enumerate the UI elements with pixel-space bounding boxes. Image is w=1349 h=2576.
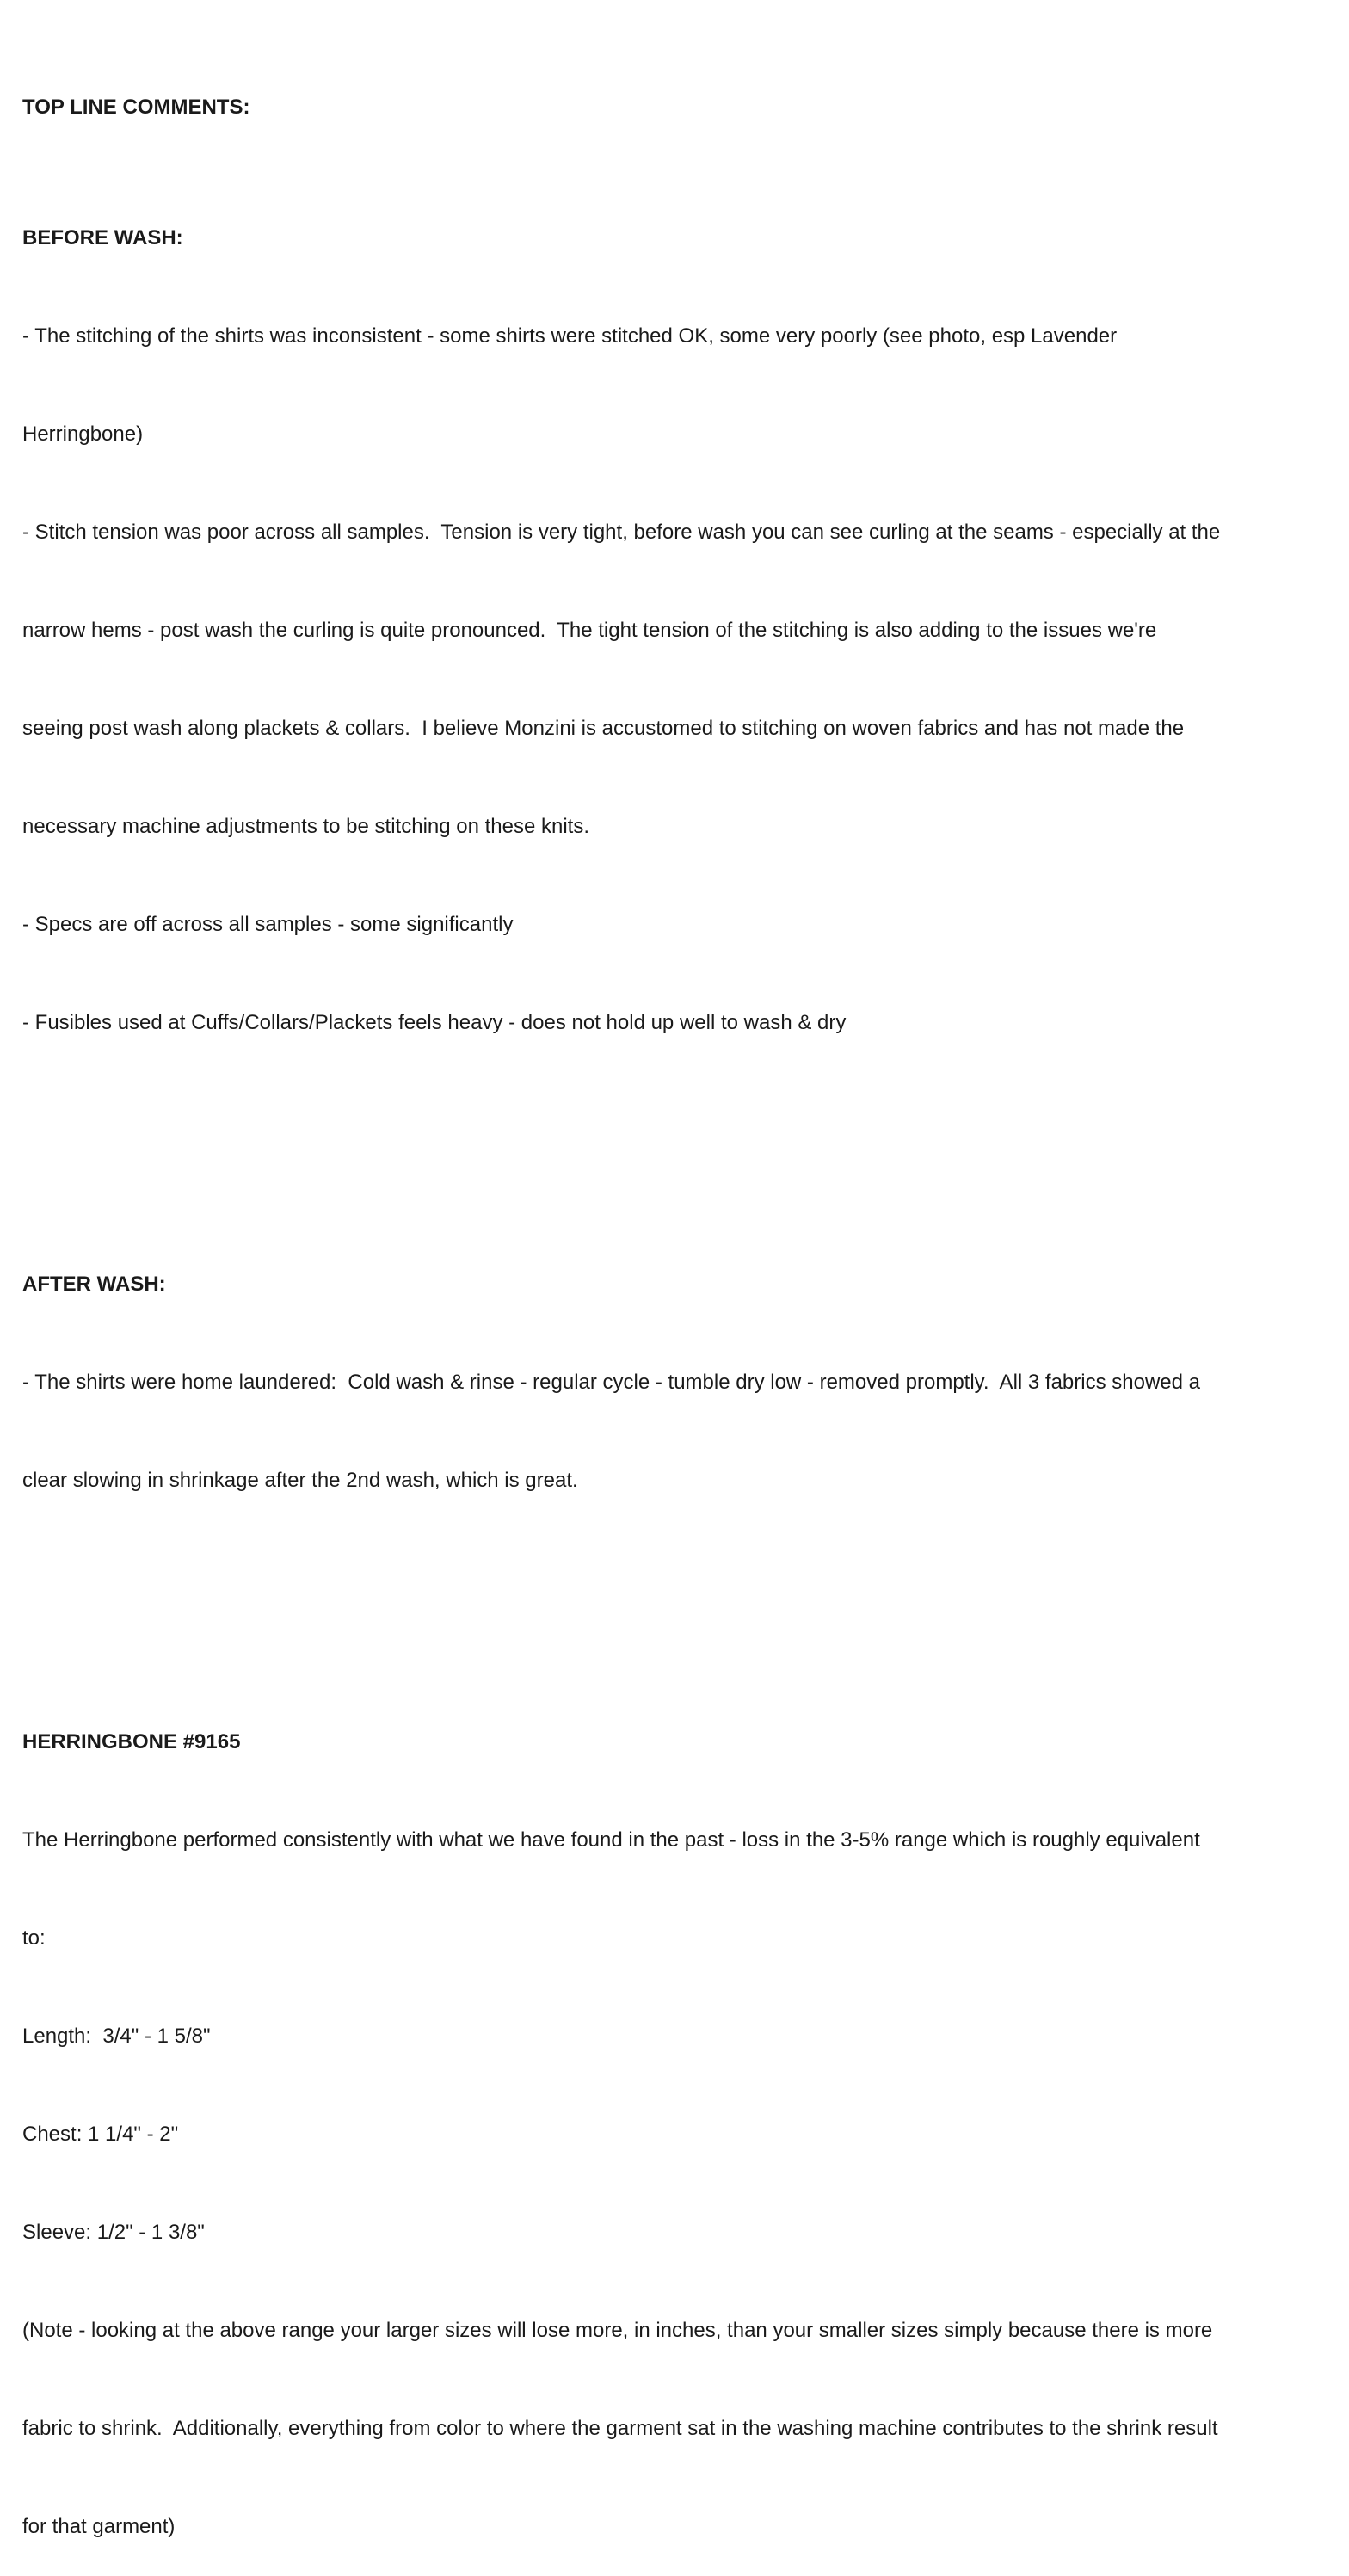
before-wash-line: necessary machine adjustments to be stitching on these knits. [22, 815, 590, 838]
herringbone-line: to: [22, 1926, 46, 1950]
herringbone-sleeve: Sleeve: 1/2" - 1 3/8" [22, 2221, 205, 2244]
before-wash-line: - The stitching of the shirts was inconsistent - some shirts were stitched OK, some very poorly (see photo, esp Lavender [22, 324, 1118, 348]
before-wash-heading: BEFORE WASH: [22, 226, 183, 250]
before-wash-line: narrow hems - post wash the curling is quite pronounced. The tight tension of the stitching is also adding to the issues we're [22, 619, 1157, 642]
blank-spacer [22, 1137, 1330, 1170]
before-wash-line: - Stitch tension was poor across all samples. Tension is very tight, before wash you can see curling at the seams - especially at the [22, 521, 1221, 544]
herringbone-note-line: for that garment) [22, 2515, 176, 2538]
after-wash-line: clear slowing in shrinkage after the 2nd wash, which is great. [22, 1469, 578, 1492]
herringbone-chest: Chest: 1 1/4" - 2" [22, 2123, 179, 2146]
herringbone-heading: HERRINGBONE #9165 [22, 1730, 241, 1753]
herringbone-length: Length: 3/4" - 1 5/8" [22, 2024, 211, 2048]
before-wash-line: Herringbone) [22, 422, 144, 446]
herringbone-note-line: (Note - looking at the above range your larger sizes will lose more, in inches, than your smaller sizes simply because there is more [22, 2319, 1213, 2342]
before-wash-line: - Specs are off across all samples - some significantly [22, 913, 514, 936]
herringbone-note-line: fabric to shrink. Additionally, everything from color to where the garment sat in the washing machine contributes to the shrink result [22, 2417, 1218, 2440]
after-wash-line: - The shirts were home laundered: Cold wash & rinse - regular cycle - tumble dry low - removed promptly. All 3 fabrics showed a [22, 1371, 1201, 1394]
before-wash-line: seeing post wash along plackets & collars. I believe Monzini is accustomed to stitching on woven fabrics and has not made the [22, 717, 1185, 740]
before-wash-line: - Fusibles used at Cuffs/Collars/Plackets feels heavy - does not hold up well to wash & dry [22, 1011, 847, 1034]
blank-spacer [22, 1595, 1330, 1628]
top-line-comments-heading: TOP LINE COMMENTS: [22, 96, 250, 119]
after-wash-heading: AFTER WASH: [22, 1273, 166, 1296]
document-body [22, 26, 1330, 2576]
herringbone-line: The Herringbone performed consistently with what we have found in the past - loss in the 3-5% range which is roughly equivalent [22, 1828, 1200, 1852]
